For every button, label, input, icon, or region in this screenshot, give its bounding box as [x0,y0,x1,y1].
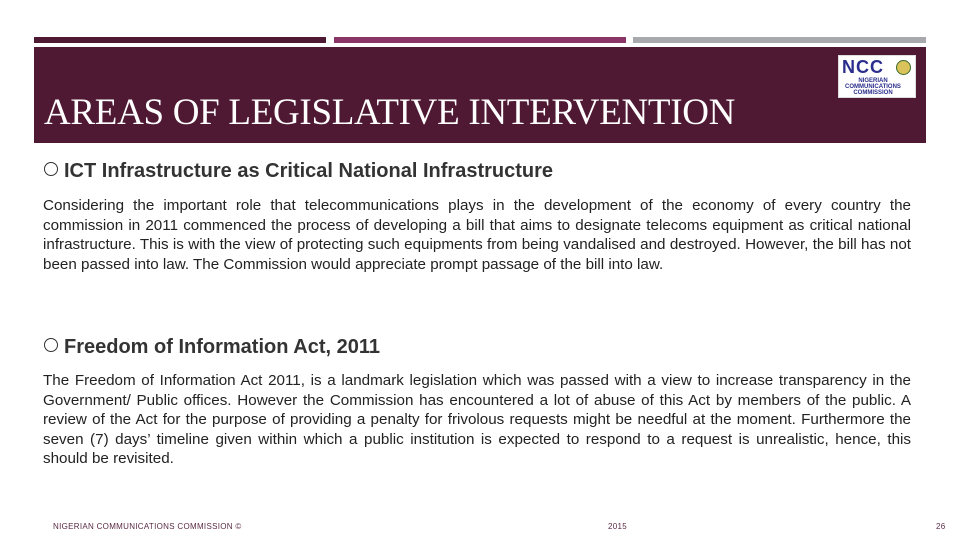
accent-bar-2 [334,37,626,43]
footer-year: 2015 [608,522,627,531]
section-heading [44,160,553,183]
bullet-circle-icon [44,338,58,352]
logo-text: NIGERIAN COMMUNICATIONS COMMISSION [845,78,901,96]
ncc-logo [838,55,916,98]
heading-text: ICT Infrastructure as Critical National Infrastructure [64,160,554,182]
heading-text: Freedom of Information Act, 2011 [64,336,380,358]
bullet-circle-icon [44,162,58,176]
title-band [34,47,926,143]
page-number: 26 [936,522,946,531]
section-body: Considering the important role that telecommunications plays in the development of the economy of every country the commission in 2011 commenced the process of developing a bill that aims to designate telecoms equipment as critical national infrastructure. This is with the view of protecting such equipments from being vandalised and destroyed. However, the bill has not been passed into law. The Commission would appreciate prompt passage of the bill into law. [43,197,911,273]
accent-bar-1 [34,37,326,43]
logo-mark: NCC [842,57,884,77]
accent-bar-3 [633,37,926,43]
coat-of-arms-icon [896,60,911,75]
section-heading [44,336,380,359]
section-body: The Freedom of Information Act 2011, is a landmark legislation which was passed with a view to increase transparency in the Government/ Public offices. However the Commission has encountered a lot of abuse of this Act by members of the public. A review of the Act for the purpose of providing a penalty for frivolous requests might be needful at the moment. Furthermore the seven (7) days’ timeline given within which a public institution is expected to respond to a request is unrealistic, hence, this should be revisited. [43,372,911,468]
footer-org: NIGERIAN COMMUNICATIONS COMMISSION © [53,522,242,531]
slide-title: AREAS OF LEGISLATIVE INTERVENTION [44,92,736,133]
